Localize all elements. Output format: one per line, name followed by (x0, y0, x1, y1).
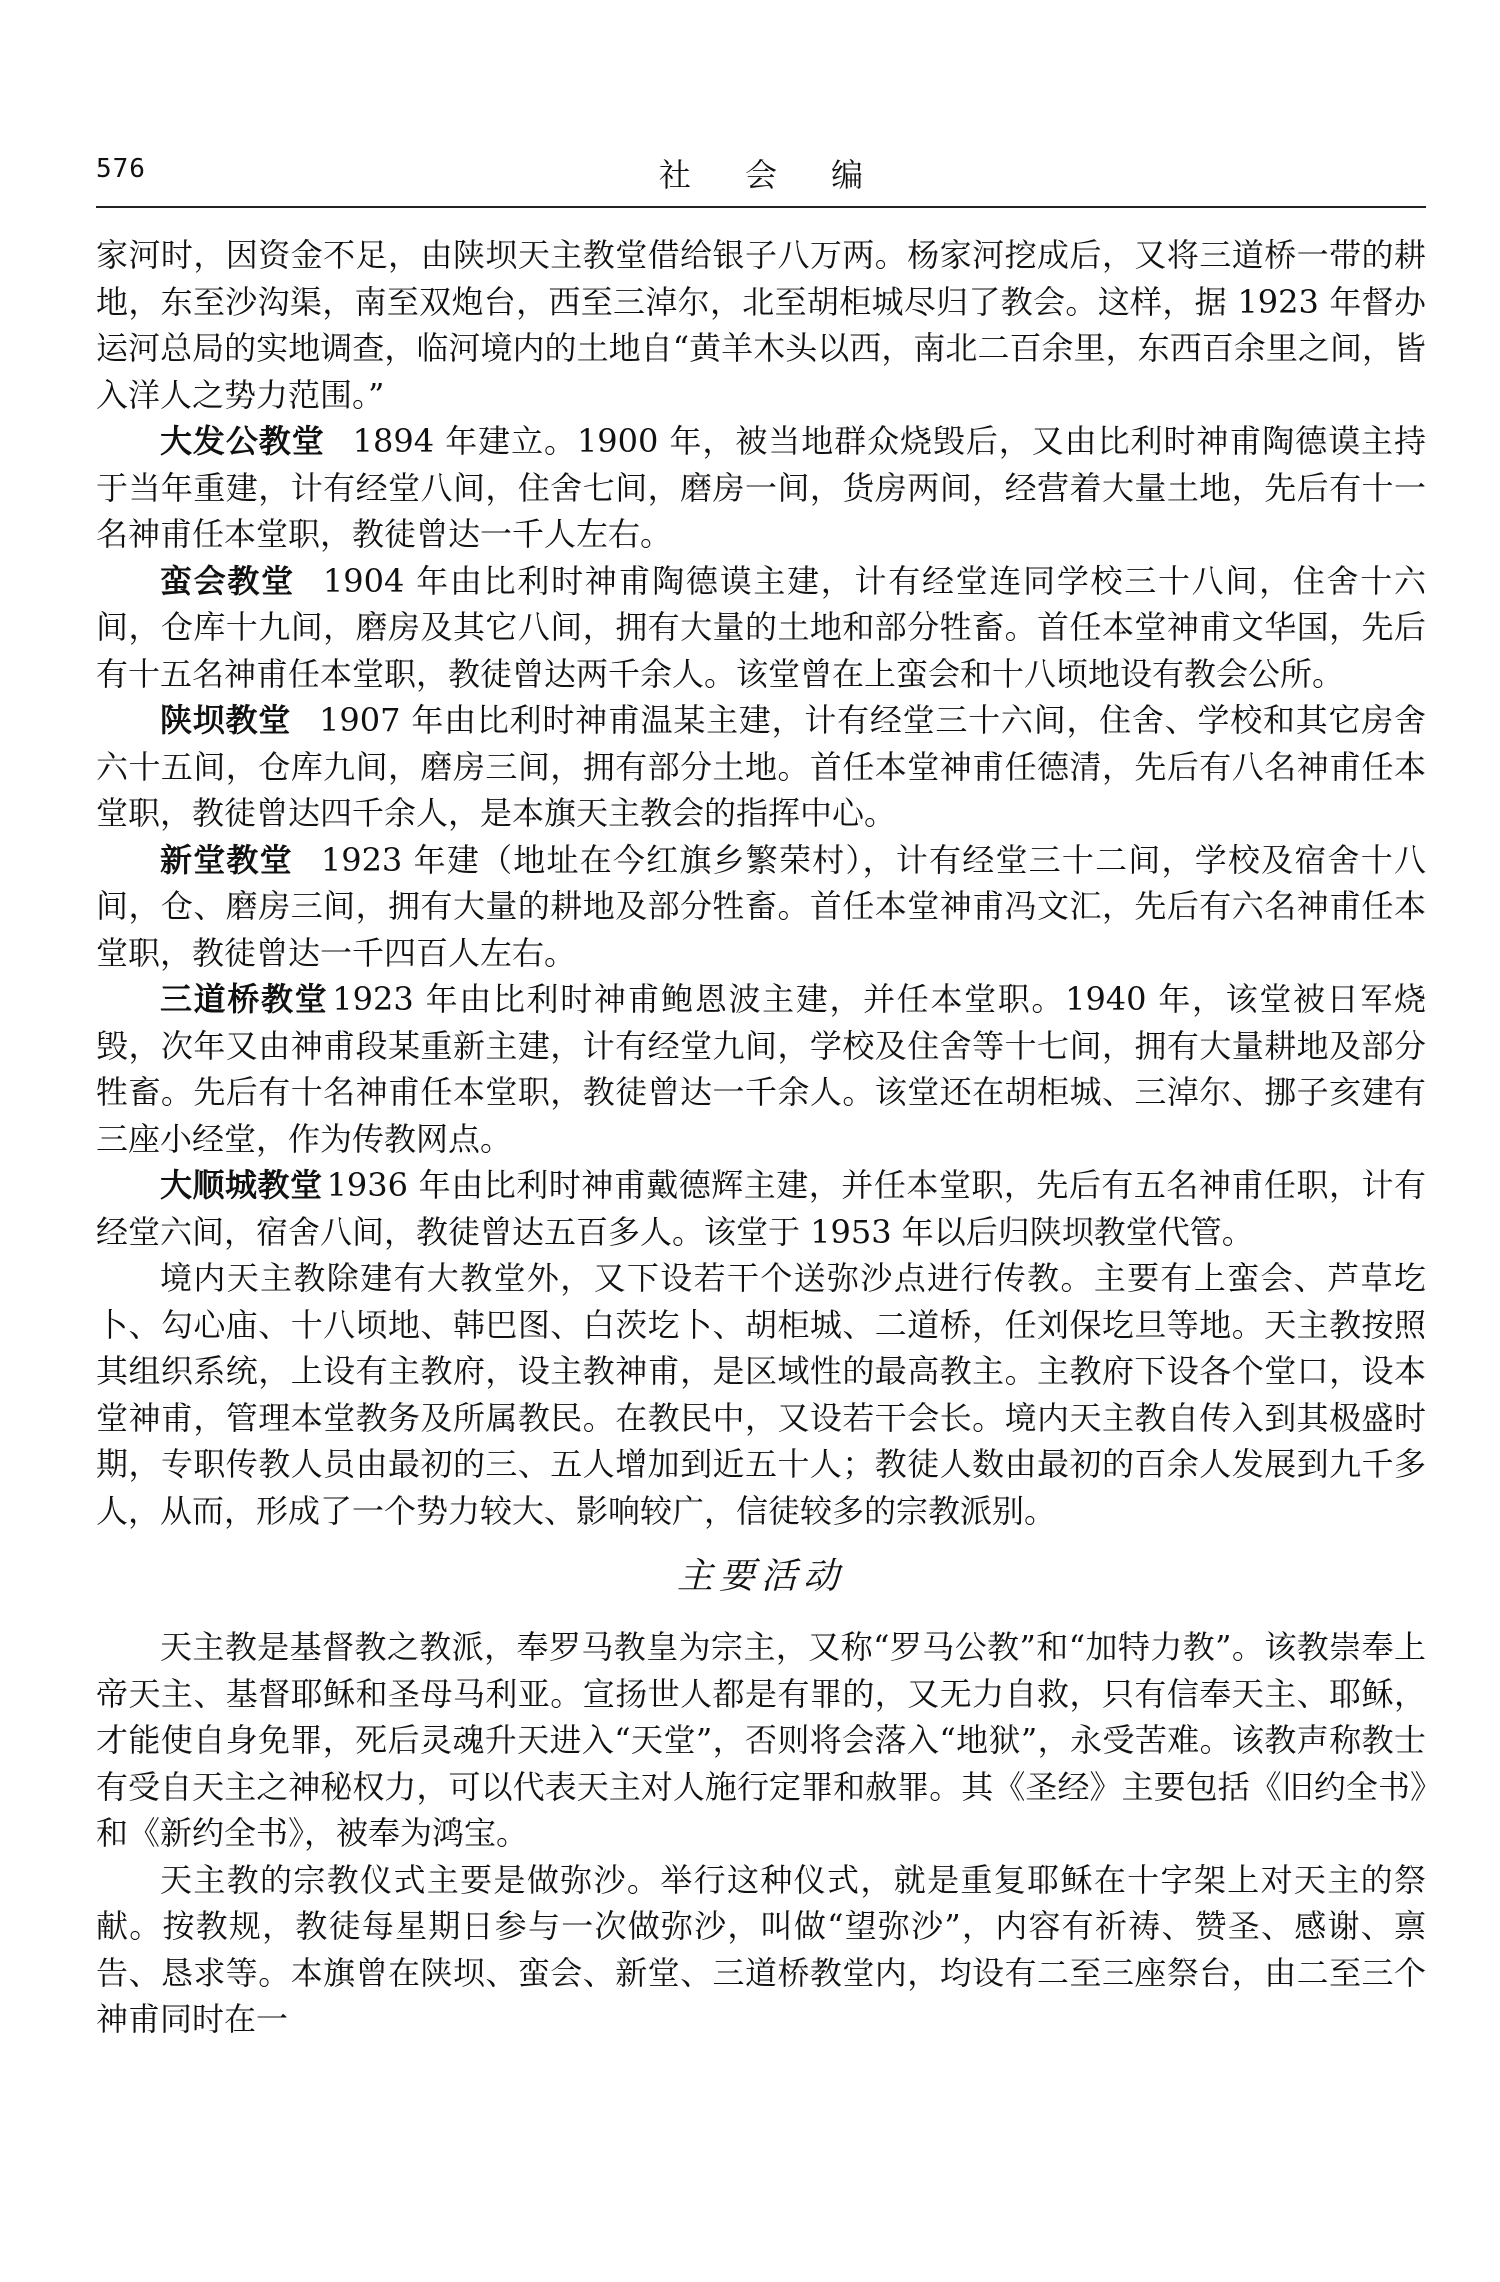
page-header (96, 150, 1426, 200)
entry-text: 1907 年由比利时神甫温某主建，计有经堂三十六间，住舍、学校和其它房舍六十五间，仓库九间，磨房三间，拥有部分土地。首任本堂神甫任德清，先后有八名神甫任本堂职，教徒曾达四千余人，是本旗天主教会的指挥中心。 (96, 701, 1426, 832)
entry-xintang-church (96, 837, 1426, 977)
document-page (96, 150, 1426, 2038)
paragraph-doctrine: 天主教是基督教之教派，奉罗马教皇为宗主，又称“罗马公教”和“加特力教”。该教崇奉上帝天主、基督耶稣和圣母马利亚。宣扬世人都是有罪的，又无力自救，只有信奉天主、耶稣，才能使自身免罪，死后灵魂升天进入“天堂”，否则将会落入“地狱”，永受苦难。该教声称教士有受自天主之神秘权力，可以代表天主对人施行定罪和赦罪。其《圣经》主要包括《旧约全书》和《新约全书》，被奉为鸿宝。 (96, 1628, 1426, 1852)
entry-text: 1904 年由比利时神甫陶德谟主建，计有经堂连同学校三十八间，住舍十六间，仓库十九间，磨房及其它八间，拥有大量的土地和部分牲畜。首任本堂神甫文华国，先后有十五名神甫任本堂职，教徒曾达两千余人。该堂曾在上蛮会和十八顷地设有教会公所。 (96, 561, 1426, 693)
section-title: 主要活动 (676, 1556, 845, 1597)
document-body (96, 232, 1426, 2043)
entry-title: 陕坝教堂 (160, 701, 292, 739)
entry-title: 新堂教堂 (160, 840, 293, 879)
entry-text: 1923 年建（地址在今红旗乡繁荣村），计有经堂三十二间，学校及宿舍十八间，仓、磨房三间，拥有大量的耕地及部分牲畜。首任本堂神甫冯文汇，先后有六名神甫任本堂职，教徒曾达一千四百人左右。 (96, 840, 1426, 972)
entry-title: 大发公教堂 (160, 422, 325, 460)
entry-manhui-church (96, 558, 1426, 698)
entry-title: 蛮会教堂 (160, 561, 295, 600)
entry-shanba-church (96, 697, 1426, 837)
paragraph-mass: 天主教的宗教仪式主要是做弥沙。举行这种仪式，就是重复耶稣在十字架上对天主的祭献。按教规，教徒每星期日参与一次做弥沙，叫做“望弥沙”，内容有祈祷、赞圣、感谢、禀告、恳求等。本旗曾在陕坝、蛮会、新堂、三道桥教堂内，均设有二至三座祭台，由二至三个神甫同时在一 (96, 1860, 1426, 2038)
entry-sandaoqiao-church (96, 976, 1426, 1162)
entry-dafagong-church (96, 418, 1426, 558)
page-number: 576 (96, 154, 146, 184)
running-title: 社 会 编 (658, 156, 886, 194)
paragraph-overview: 境内天主教除建有大教堂外，又下设若干个送弥沙点进行传教。主要有上蛮会、芦草圪卜、勾心庙、十八顷地、韩巴图、白茨圪卜、胡柜城、二道桥，任刘保圪旦等地。天主教按照其组织系统，上设有主教府，设主教神甫，是区域性的最高教主。主教府下设各个堂口，设本堂神甫，管理本堂教务及所属教民。在教民中，又设若干会长。境内天主教自传入到其极盛时期，专职传教人员由最初的三、五人增加到近五十人；教徒人数由最初的百余人发展到九千多人，从而，形成了一个势力较大、影响较广，信徒较多的宗教派别。 (96, 1259, 1426, 1530)
entry-text: 1936 年由比利时神甫戴德辉主建，并任本堂职，先后有五名神甫任职，计有经堂六间，宿舍八间，教徒曾达五百多人。该堂于 1953 年以后归陕坝教堂代管。 (96, 1166, 1426, 1251)
entry-text: 1894 年建立。1900 年，被当地群众烧毁后，又由比利时神甫陶德谟主持于当年重建，计有经堂八间，住舍七间，磨房一间，货房两间，经营着大量土地，先后有十一名神甫任本堂职，教徒曾达一千人左右。 (96, 422, 1426, 553)
header-rule (96, 206, 1426, 208)
entry-dashuncheng-church (96, 1162, 1426, 1255)
entry-title: 大顺城教堂 (160, 1166, 323, 1204)
entry-text: 1923 年由比利时神甫鲍恩波主建，并任本堂职。1940 年，该堂被日军烧毁，次年又由神甫段某重新主建，计有经堂九间，学校及住舍等十七间，拥有大量耕地及部分牲畜。先后有十名神甫任本堂职，教徒曾达一千余人。该堂还在胡柜城、三淖尔、挪子亥建有三座小经堂，作为传教网点。 (96, 980, 1426, 1158)
entry-title: 三道桥教堂 (160, 980, 329, 1018)
paragraph-continuation: 家河时，因资金不足，由陕坝天主教堂借给银子八万两。杨家河挖成后，又将三道桥一带的耕地，东至沙沟渠，南至双炮台，西至三淖尔，北至胡柜城尽归了教会。这样，据 1923 年督办运河总局的实地调查，临河境内的土地自“黄羊木头以西，南北二百余里，东西百余里之间，皆入洋人之势力范围。” (96, 236, 1426, 414)
